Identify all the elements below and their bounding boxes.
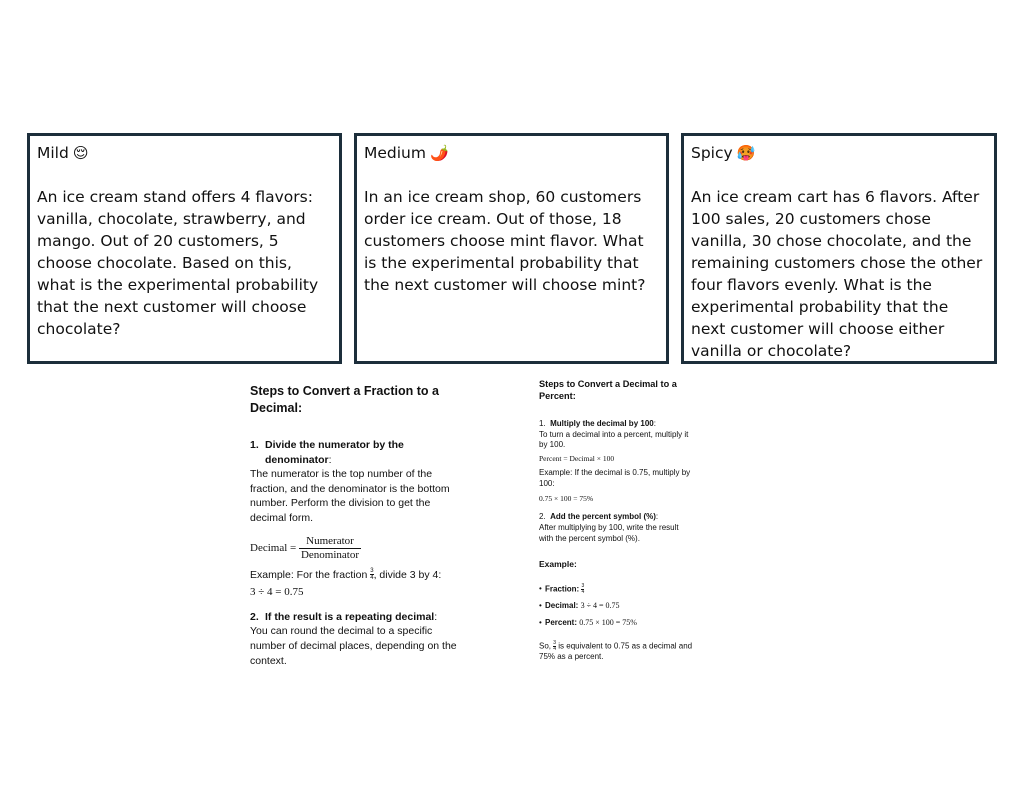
step-title: 1. Multiply the decimal by 100: [539,418,656,428]
bullet-percent: • Percent: 0.75 × 100 = 75% [539,617,637,627]
relieved-face-icon: 😌 [72,144,89,162]
step-text: To turn a decimal into a percent, multiply it by 100. [539,429,689,450]
chili-pepper-icon: 🌶️ [429,144,449,162]
decimal-to-percent-notes [539,378,694,663]
notes-heading: Steps to Convert a Fraction to a Decimal: [250,384,439,415]
fraction-to-decimal-notes [250,383,465,668]
card-title: Spicy 🥵 [691,144,756,162]
notes-heading: Steps to Convert a Decimal to a Percent: [539,379,677,402]
summary-text: So, $\frac{3}{4}$ is equivalent to 0.75 as a decimal and 75% as a percent. [539,639,693,661]
card-title: Medium 🌶️ [364,144,449,162]
example-math: 3 ÷ 4 = 0.75 [250,586,304,599]
bullet-decimal: • Decimal: 3 ÷ 4 = 0.75 [539,600,620,610]
card-title: Mild 😌 [37,144,89,162]
example-heading: Example: [539,558,577,569]
card-question: In an ice cream shop, 60 customers order ice cream. Out of those, 18 customers choose mint flavor. What is the experimental probability that the next customer will choose mint? [364,188,646,294]
step-title: 1. Divide the numerator by the denominator: [250,439,404,466]
card-question: An ice cream cart has 6 flavors. After 100 sales, 20 customers chose vanilla, 30 chose chocolate, and the remaining customers chose the other four flavors evenly. What is the experimental probability that the next customer will choose either vanilla or chocolate? [691,188,983,360]
step-text: You can round the decimal to a specific number of decimal places, depending on the context. [250,625,457,667]
decimal-formula: Decimal = $\frac{\text{Numerator}}{\text{Denominator}}$ [250,534,360,561]
problem-card-mild [27,133,342,364]
percent-formula: Percent = Decimal × 100 [539,454,615,464]
example-text: Example: For the fraction $\frac{3}{4}$ , divide 3 by 4: [250,568,442,582]
card-question: An ice cream stand offers 4 flavors: vanilla, chocolate, strawberry, and mango. Out of 20 customers, 5 choose chocolate. Based on this, what is the experimental probability that the next customer will choose chocolate? [37,188,319,338]
bullet-fraction: • Fraction: $\frac{3}{4}$ [539,582,585,595]
step-text: The numerator is the top number of the fraction, and the denominator is the bottom number. Perform the division to get the decimal form. [250,468,450,524]
step-text: After multiplying by 100, write the result with the percent symbol (%). [539,523,679,543]
step-title: 2. Add the percent symbol (%): [539,512,659,522]
problem-card-spicy [681,133,997,364]
example-math: 0.75 × 100 = 75% [539,493,594,503]
example-text: Example: If the decimal is 0.75, multiply by 100: [539,468,691,488]
hot-face-icon: 🥵 [736,144,756,162]
problem-card-medium [354,133,669,364]
step-title: 2. If the result is a repeating decimal: [250,610,438,623]
